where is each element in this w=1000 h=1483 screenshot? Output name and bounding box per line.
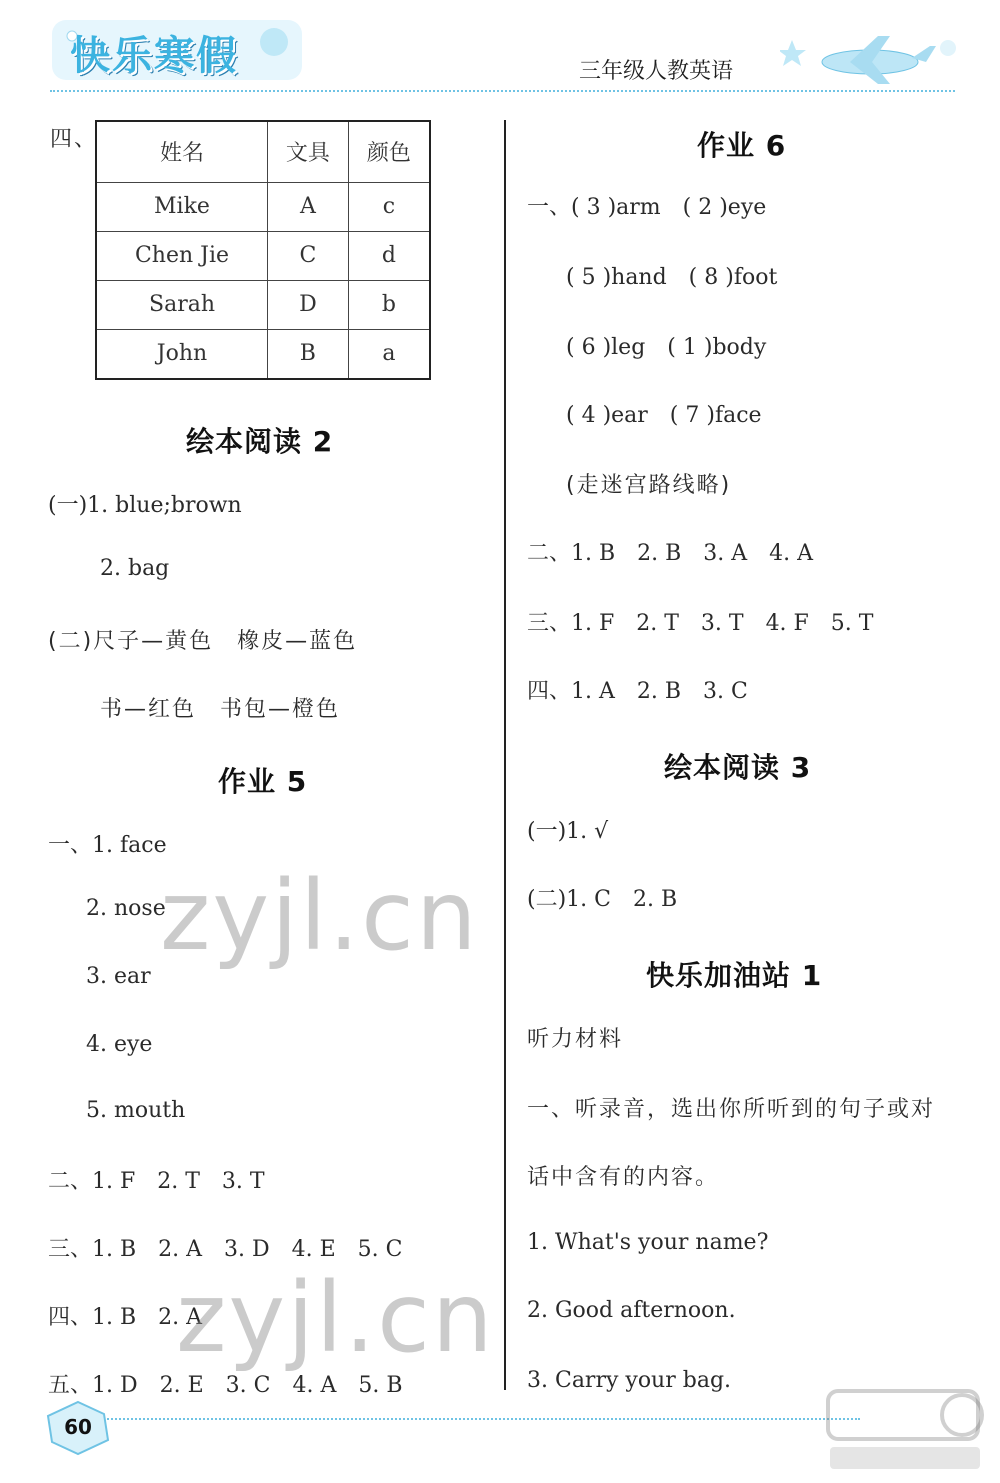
- section-heading: 快乐加油站 1: [646, 959, 823, 992]
- table-cell: d: [348, 231, 430, 280]
- table-cell: Mike: [96, 182, 268, 231]
- answer-line: 1. What's your name?: [527, 1230, 769, 1255]
- answer-line: 话中含有的内容。: [527, 1165, 720, 1190]
- page-number: 60: [64, 1415, 92, 1439]
- answer-line: 四、1. B 2. A: [48, 1305, 203, 1330]
- book-title: 三年级人教英语: [579, 59, 734, 84]
- answer-line: (走迷宫路线略): [566, 473, 732, 498]
- table-cell: John: [96, 329, 268, 379]
- header-divider: [50, 90, 955, 92]
- answer-line: 2. bag: [100, 556, 170, 581]
- table-cell: b: [348, 280, 430, 329]
- table-cell: A: [268, 182, 349, 231]
- table-header-row: [96, 121, 430, 182]
- answer-line: 三、1. B 2. A 3. D 4. E 5. C: [48, 1237, 403, 1262]
- answer-line: 书—红色 书包—橙色: [100, 697, 341, 722]
- answer-line: (一)1. blue;brown: [48, 493, 242, 518]
- answer-line: 3. Carry your bag.: [527, 1368, 732, 1393]
- table-cell: B: [268, 329, 349, 379]
- table-cell: Sarah: [96, 280, 268, 329]
- answer-line: 二、1. F 2. T 3. T: [48, 1169, 265, 1194]
- answer-line: 听力材料: [527, 1027, 624, 1052]
- answer-line: 5. mouth: [86, 1098, 186, 1123]
- watermark-text: zyjl.cn: [176, 1262, 495, 1374]
- answer-line: 二、1. B 2. B 3. A 4. A: [527, 541, 814, 566]
- answer-line: 3. ear: [86, 964, 151, 989]
- table-cell: a: [348, 329, 430, 379]
- section-label: 四、: [50, 127, 99, 152]
- answer-line: 4. eye: [86, 1032, 153, 1057]
- answer-line: 一、听录音，选出你所听到的句子或对: [527, 1097, 936, 1122]
- answer-line: 2. nose: [86, 896, 166, 921]
- answer-line: (二)1. C 2. B: [527, 887, 678, 912]
- table-header: 文具: [268, 121, 349, 182]
- answer-line: ( 5 )hand ( 8 )foot: [566, 265, 778, 290]
- answer-line: 三、1. F 2. T 3. T 4. F 5. T: [527, 611, 874, 636]
- stationery-color-table: [95, 120, 431, 380]
- table-row: [96, 182, 430, 231]
- table-cell: c: [348, 182, 430, 231]
- answer-line: 2. Good afternoon.: [527, 1298, 736, 1323]
- footer-divider: [100, 1418, 860, 1420]
- section-heading: 绘本阅读 2: [186, 425, 334, 458]
- corner-logo-watermark: [820, 1385, 995, 1480]
- answer-line: 一、( 3 )arm ( 2 )eye: [527, 195, 767, 220]
- table-row: [96, 329, 430, 379]
- answer-line: ( 6 )leg ( 1 )body: [566, 335, 767, 360]
- table-cell: D: [268, 280, 349, 329]
- table-header: 姓名: [96, 121, 268, 182]
- table-row: [96, 231, 430, 280]
- table-cell: C: [268, 231, 349, 280]
- table-header: 颜色: [348, 121, 430, 182]
- airplane-icon: [780, 28, 960, 86]
- watermark-text: zyjl.cn: [160, 860, 479, 972]
- section-heading: 绘本阅读 3: [664, 751, 812, 784]
- table-cell: Chen Jie: [96, 231, 268, 280]
- table-row: [96, 280, 430, 329]
- answer-line: 一、1. face: [48, 833, 167, 858]
- brand-title: 快乐寒假: [70, 33, 238, 79]
- answer-line: 四、1. A 2. B 3. C: [527, 679, 748, 704]
- section-heading: 作业 5: [218, 765, 308, 798]
- answer-line: 五、1. D 2. E 3. C 4. A 5. B: [48, 1373, 403, 1398]
- answer-line: (二)尺子—黄色 橡皮—蓝色: [48, 629, 358, 654]
- section-heading: 作业 6: [697, 129, 787, 162]
- answer-line: (一)1. √: [527, 819, 609, 844]
- column-divider: [504, 120, 506, 1390]
- answer-line: ( 4 )ear ( 7 )face: [566, 403, 762, 428]
